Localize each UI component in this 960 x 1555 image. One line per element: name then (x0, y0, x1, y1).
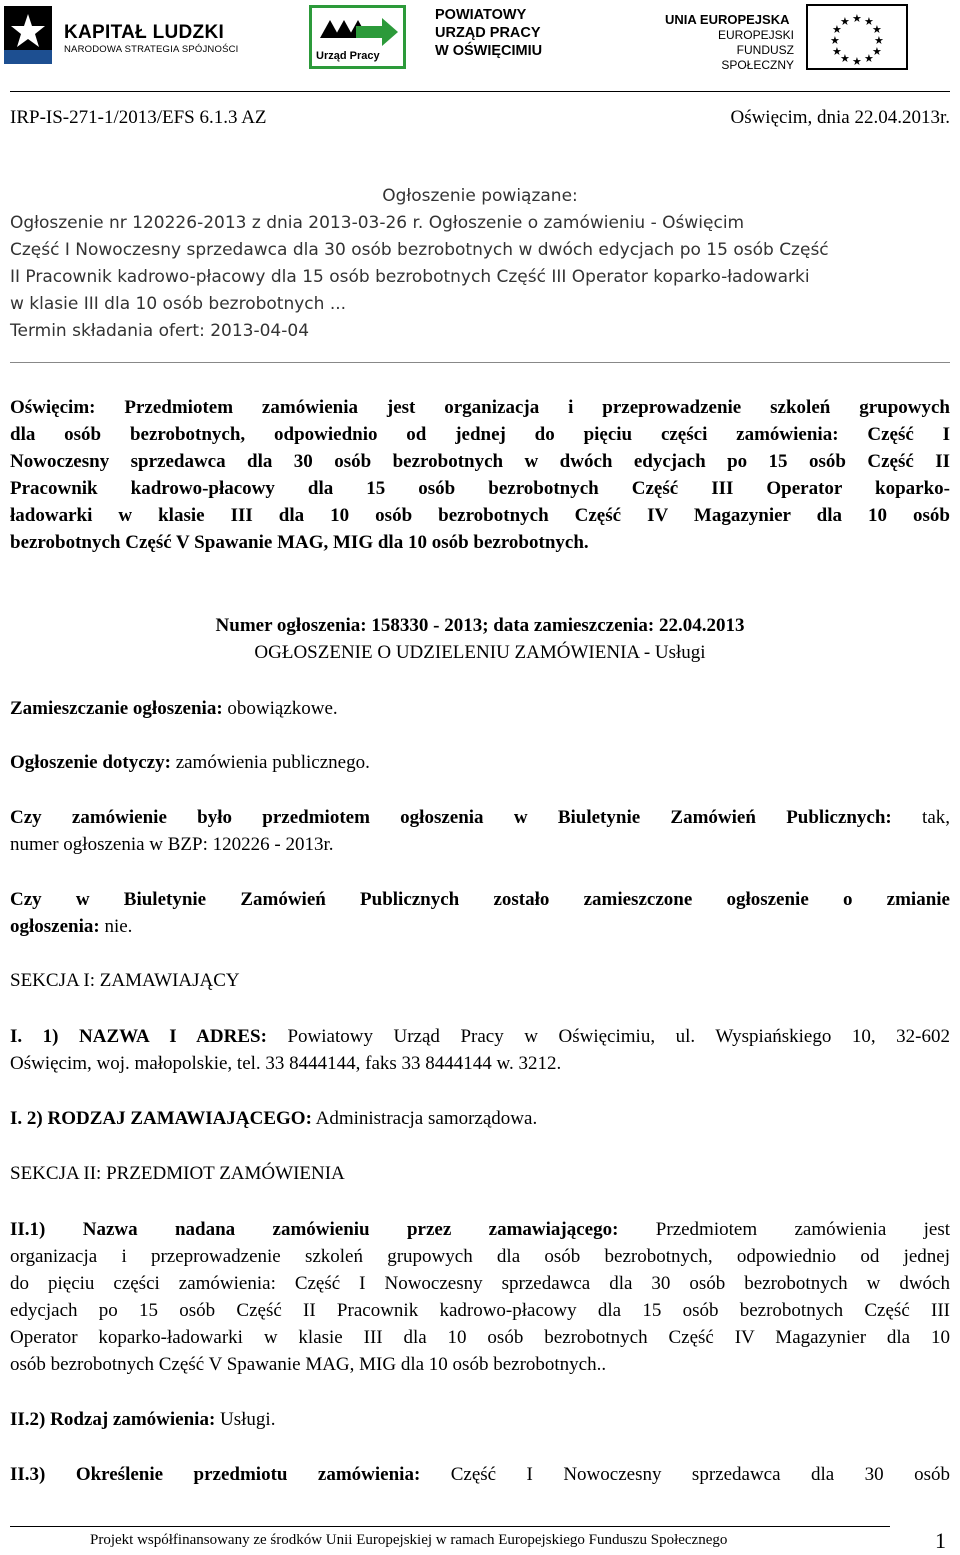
change-value: nie. (104, 916, 133, 937)
ii1-line-2: do pięciu części zamówienia: Część I Nowoczesny sprzedawca dla 30 osób bezrobotnych w dwóch (10, 1273, 950, 1294)
pup-line-2: URZĄD PRACY (435, 25, 541, 41)
pup-line-1: POWIATOWY (435, 7, 527, 23)
footer-text: Projekt współfinansowany ze środków Unii Europejskiej w ramach Europejskiego Funduszu Społecznego (90, 1532, 728, 1548)
concerns-field (10, 749, 950, 776)
svg-text:★: ★ (852, 55, 862, 68)
pup-name (435, 6, 542, 60)
related-line-4: w klasie III dla 10 osób bezrobotnych ... (10, 294, 347, 314)
ii3-label: II.3) Określenie przedmiotu zamówienia: (10, 1464, 421, 1485)
related-line-1: Ogłoszenie nr 120226-2013 z dnia 2013-03-26 r. Ogłoszenie o zamówieniu - Oświęcim (10, 213, 745, 233)
svg-text:★: ★ (872, 45, 882, 58)
svg-text:★: ★ (874, 34, 884, 47)
pup-line-3: W OŚWIĘCIMIU (435, 43, 543, 59)
footer-rule (10, 1526, 890, 1527)
ii3-value: Część I Nowoczesny sprzedawca dla 30 osób (450, 1464, 950, 1485)
related-line-2: Część I Nowoczesny sprzedawca dla 30 osób bezrobotnych w dwóch edycjach po 15 osób Część (10, 240, 829, 260)
place-date: Oświęcim, dnia 22.04.2013r. (730, 107, 950, 128)
bzp-field (10, 804, 950, 831)
subject-line-5: ładowarki w klasie III dla 10 osób bezrobotnych Część IV Magazynier dla 10 osób (10, 505, 950, 526)
kapital-ludzki-logo-icon (4, 6, 56, 66)
svg-text:★: ★ (864, 15, 874, 28)
concerns-value: zamówienia publicznego. (175, 752, 370, 773)
related-deadline: Termin składania ofert: 2013-04-04 (10, 321, 310, 341)
i2-type (10, 1105, 950, 1132)
related-heading: Ogłoszenie powiązane: (382, 186, 578, 206)
urzad-pracy-arrow-icon (316, 12, 400, 52)
ue-title: UNIA EUROPEJSKA (665, 12, 790, 27)
eu-flag-icon (806, 4, 908, 70)
bzp-number: numer ogłoszenia w BZP: 120226 - 2013r. (10, 834, 334, 855)
ii2-value: Usługi. (220, 1409, 276, 1430)
related-line-3: II Pracownik kadrowo-płacowy dla 15 osób bezrobotnych Część III Operator koparko-ładowarki (10, 267, 810, 287)
ii1-name (10, 1216, 950, 1243)
ii1-line-4: Operator koparko-ładowarki w klasie III dla 10 osób bezrobotnych Część IV Magazynier dla 10 (10, 1327, 950, 1348)
i1-label: I. 1) NAZWA I ADRES: (10, 1026, 267, 1047)
ii1-label: II.1) Nazwa nadana zamówieniu przez zamawiającego: (10, 1219, 619, 1240)
ue-line-3: FUNDUSZ SPOŁECZNY (721, 43, 794, 72)
placement-field (10, 695, 950, 722)
i1-name-address (10, 1023, 950, 1050)
ii2-type (10, 1406, 950, 1433)
kapital-ludzki-title: KAPITAŁ LUDZKI (64, 22, 225, 43)
change-label: ogłoszenia: (10, 916, 100, 937)
subject-line-4: Pracownik kadrowo-płacowy dla 15 osób bezrobotnych Część III Operator koparko- (10, 478, 950, 499)
change-question: Czy w Biuletynie Zamówień Publicznych zostało zamieszczone ogłoszenie o zmianie (10, 889, 950, 910)
i2-value: Administracja samorządowa. (315, 1108, 538, 1129)
placement-value: obowiązkowe. (227, 698, 338, 719)
urzad-pracy-logo-label: Urząd Pracy (316, 50, 380, 62)
i1-value: Powiatowy Urząd Pracy w Oświęcimiu, ul. Wyspiańskiego 10, 32-602 (287, 1026, 951, 1047)
change-field (10, 913, 950, 940)
ii1-value: Przedmiotem zamówienia jest (655, 1219, 950, 1240)
section-1-heading: SEKCJA I: ZAMAWIAJĄCY (10, 970, 240, 991)
ii2-label: II.2) Rodzaj zamówienia: (10, 1409, 216, 1430)
related-rule (10, 362, 950, 363)
ii1-line-5: osób bezrobotnych Część V Spawanie MAG, MIG dla 10 osób bezrobotnych.. (10, 1354, 607, 1375)
svg-text:★: ★ (840, 52, 850, 65)
ue-line-2: EUROPEJSKI (717, 28, 794, 42)
concerns-label: Ogłoszenie dotyczy: (10, 752, 171, 773)
notice-type: OGŁOSZENIE O UDZIELENIU ZAMÓWIENIA - Usługi (254, 642, 706, 663)
reference-number: IRP-IS-271-1/2013/EFS 6.1.3 AZ (10, 107, 267, 128)
svg-text:★: ★ (832, 23, 842, 36)
ii3-definition (10, 1461, 950, 1488)
section-2-heading: SEKCJA II: PRZEDMIOT ZAMÓWIENIA (10, 1163, 345, 1184)
svg-text:★: ★ (852, 12, 862, 25)
header-logos (0, 0, 960, 86)
ii1-line-1: organizacja i przeprowadzenie szkoleń grupowych dla osób bezrobotnych, odpowiednio od jednej (10, 1246, 950, 1267)
svg-text:★: ★ (840, 15, 850, 28)
urzad-pracy-logo (309, 5, 406, 69)
svg-text:★: ★ (864, 52, 874, 65)
bzp-label: Czy zamówienie było przedmiotem ogłoszenia w Biuletynie Zamówień Publicznych: (10, 807, 892, 828)
header-rule (10, 91, 950, 92)
svg-text:★: ★ (830, 34, 840, 47)
notice-number: Numer ogłoszenia: 158330 - 2013; data zamieszczenia: 22.04.2013 (215, 615, 745, 636)
subject-line-3: Nowoczesny sprzedawca dla 30 osób bezrobotnych w dwóch edycjach po 15 osób Część II (10, 451, 950, 472)
svg-text:★: ★ (832, 45, 842, 58)
subject-line-1: Oświęcim: Przedmiotem zamówienia jest organizacja i przeprowadzenie szkoleń grupowych (10, 397, 950, 418)
i1-line-2: Oświęcim, woj. małopolskie, tel. 33 8444144, faks 33 8444144 w. 3212. (10, 1053, 562, 1074)
page-number: 1 (935, 1528, 946, 1553)
subject-line-2: dla osób bezrobotnych, odpowiednio od jednej do pięciu części zamówienia: Część I (10, 424, 950, 445)
ii1-line-3: edycjach po 15 osób Część II Pracownik kadrowo-płacowy dla 15 osób bezrobotnych Część III (10, 1300, 950, 1321)
eu-stars-icon (808, 6, 906, 68)
bzp-value: tak, (922, 807, 951, 828)
i2-label: I. 2) RODZAJ ZAMAWIAJĄCEGO: (10, 1108, 312, 1129)
svg-text:★: ★ (872, 23, 882, 36)
ue-fund (670, 28, 794, 73)
kapital-ludzki-subtitle: NARODOWA STRATEGIA SPÓJNOŚCI (64, 44, 239, 55)
subject-line-6: bezrobotnych Część V Spawanie MAG, MIG dla 10 osób bezrobotnych. (10, 532, 589, 553)
placement-label: Zamieszczanie ogłoszenia: (10, 698, 223, 719)
